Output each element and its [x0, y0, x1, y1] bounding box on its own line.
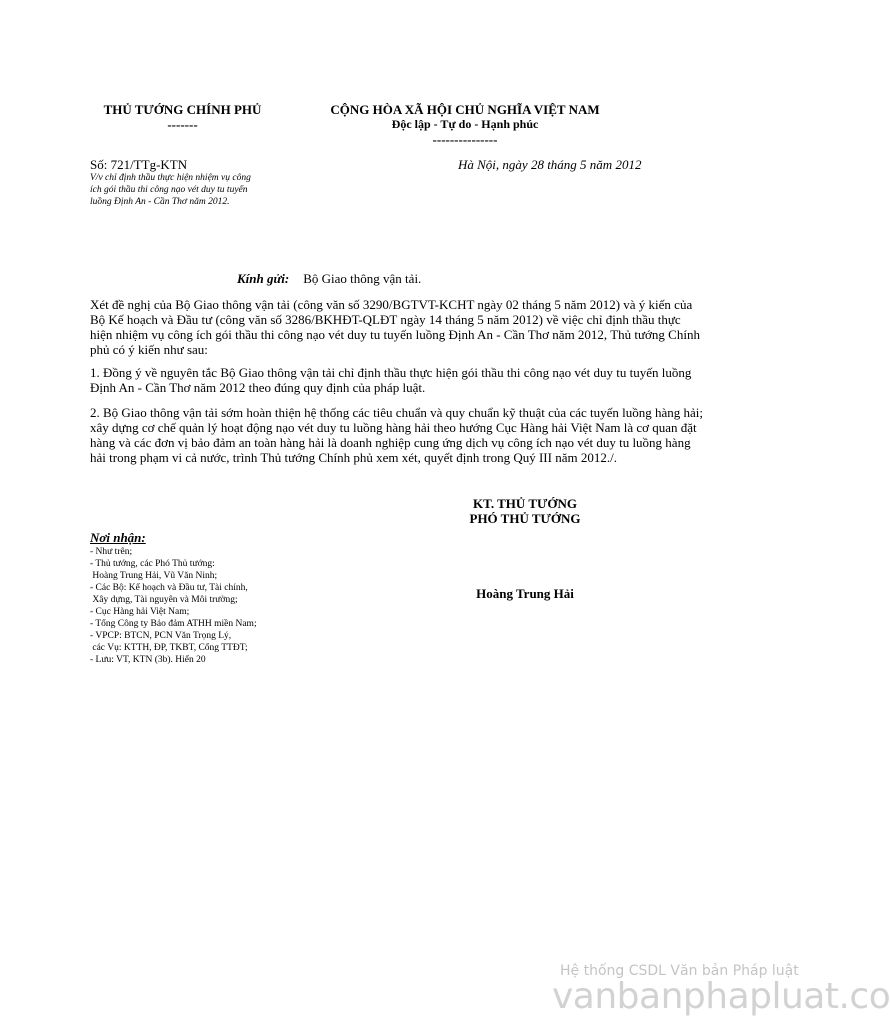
- recipients-list: [90, 530, 330, 666]
- salutation-recipient: Bộ Giao thông vận tải.: [303, 271, 422, 286]
- signature-block: [430, 496, 620, 526]
- national-motto: Độc lập - Tự do - Hạnh phúc: [391, 117, 539, 131]
- issuing-agency-block: [90, 102, 275, 132]
- recipient-item: Xây dựng, Tài nguyên và Môi trường;: [90, 595, 238, 605]
- body-paragraph-1: [90, 297, 705, 357]
- recipient-item: - Cục Hàng hải Việt Nam;: [90, 607, 190, 617]
- body-paragraph-2-text: 1. Đồng ý về nguyên tắc Bộ Giao thông vận tải chỉ định thầu thực hiện gói thầu thi công nạo vét duy tu tuyến luồng Định An - Cần Thơ năm 2012 theo đúng quy định của pháp luật.: [90, 365, 692, 395]
- body-paragraph-3-text: 2. Bộ Giao thông vận tải sớm hoàn thiện hệ thống các tiêu chuẩn và quy chuẩn kỹ thuật của các tuyến luồng hàng hải; xây dựng cơ chế quản lý hoạt động nạo vét duy tu luồng hàng hải theo hướng Cục Hàng hải Việt Nam là cơ quan đặt hàng và các đơn vị bảo đảm an toàn hàng hải là doanh nghiệp cung ứng dịch vụ công ích nạo vét duy tu luồng hàng hải trong phạm vi cả nước, trình Thủ tướng Chính phủ xem xét, quyết định trong Quý III năm 2012./.: [90, 405, 704, 465]
- recipient-item: - VPCP: BTCN, PCN Văn Trọng Lý,: [90, 631, 232, 641]
- recipient-item: - Lưu: VT, KTN (3b). Hiển 20: [90, 655, 206, 665]
- recipients-title: Nơi nhận:: [90, 530, 146, 545]
- recipient-item: - Như trên;: [90, 547, 133, 557]
- recipient-item: - Các Bộ: Kế hoạch và Đầu tư, Tài chính,: [90, 583, 248, 593]
- salutation-label: Kính gửi:: [237, 271, 290, 286]
- signature-authority: KT. THỦ TƯỚNG: [473, 496, 577, 511]
- document-excerpt: V/v chỉ định thầu thực hiện nhiệm vụ công ích gói thầu thi công nạo vét duy tu tuyến luồng Định An - Cần Thơ năm 2012.: [90, 173, 251, 207]
- agency-underline: -------: [167, 117, 198, 132]
- salutation: [237, 271, 421, 287]
- body-paragraph-3: [90, 405, 705, 465]
- signer-name: Hoàng Trung Hải: [476, 586, 574, 601]
- recipient-item: Hoàng Trung Hải, Vũ Văn Ninh;: [90, 571, 218, 581]
- body-paragraph-2: [90, 365, 705, 395]
- motto-underline: ---------------: [432, 132, 498, 147]
- national-header-block: [290, 102, 640, 147]
- recipient-item: - Tổng Công ty Bảo đảm ATHH miền Nam;: [90, 619, 257, 629]
- signature-title: PHÓ THỦ TƯỚNG: [469, 511, 581, 526]
- watermark-caption: Hệ thống CSDL Văn bản Pháp luật: [560, 963, 799, 979]
- issuing-agency: THỦ TƯỚNG CHÍNH PHỦ: [103, 102, 262, 117]
- recipient-item: các Vụ: KTTH, ĐP, TKBT, Cổng TTĐT;: [90, 643, 248, 653]
- national-title: CỘNG HÒA XÃ HỘI CHỦ NGHĨA VIỆT NAM: [330, 102, 600, 117]
- watermark-site: vanbanphapluat.co: [552, 976, 890, 1017]
- place-and-date: Hà Nội, ngày 28 tháng 5 năm 2012: [458, 157, 642, 172]
- recipient-item: - Thủ tướng, các Phó Thủ tướng:: [90, 559, 215, 569]
- body-paragraph-1-text: Xét đề nghị của Bộ Giao thông vận tải (công văn số 3290/BGTVT-KCHT ngày 02 tháng 5 năm 2012) và ý kiến của Bộ Kế hoạch và Đầu tư (công văn số 3286/BKHĐT-QLĐT ngày 14 tháng 5 năm 2012) về việc chỉ định thầu thực hiện nhiệm vụ công ích gói thầu thi công nạo vét duy tu tuyến luồng Định An - Cần Thơ năm 2012, Thủ tướng Chính phủ có ý kiến như sau:: [90, 297, 700, 357]
- document-number: Số: 721/TTg-KTN: [90, 157, 188, 172]
